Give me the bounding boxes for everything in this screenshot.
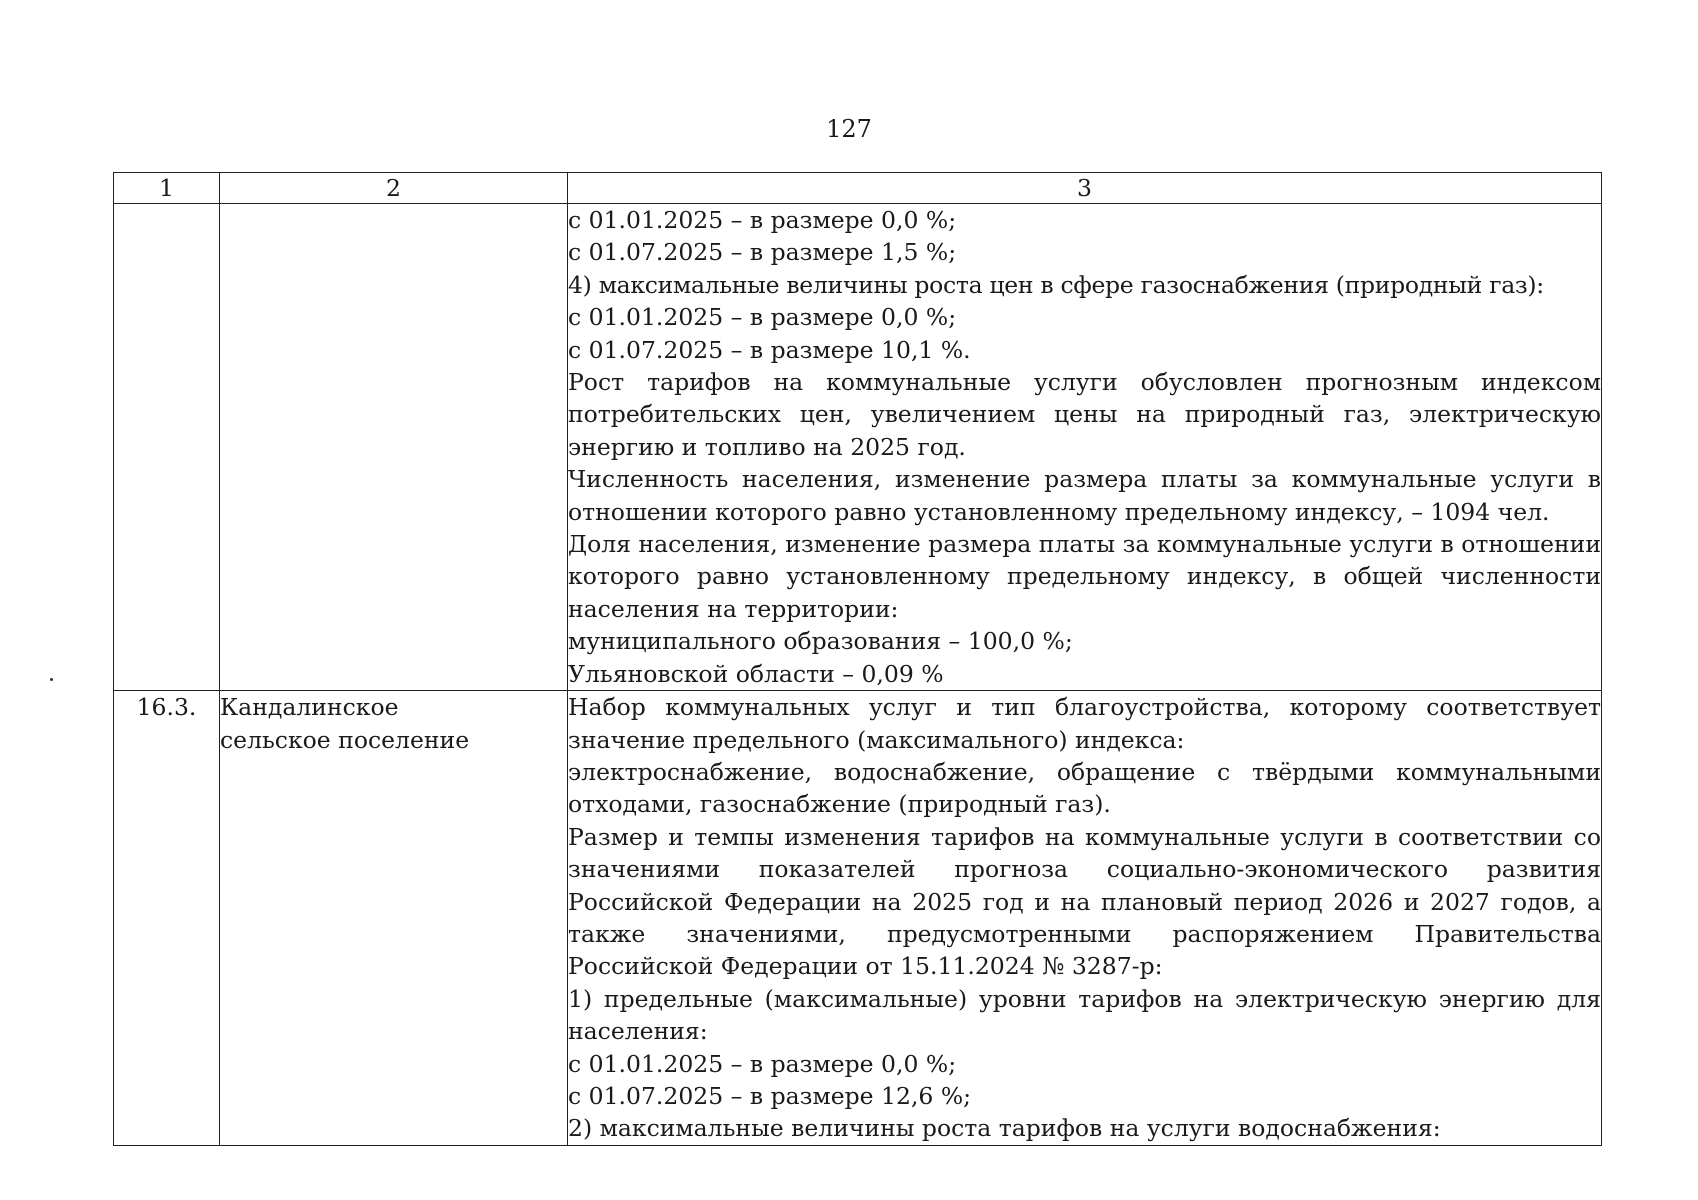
paragraph: Численность населения, изменение размера платы за коммунальные услуги в отношении которого равно установленному предельному индексу, – 1094 чел. [568, 465, 1601, 526]
header-col-1: 1 [114, 173, 220, 204]
header-col-2: 2 [220, 173, 568, 204]
tariff-table [113, 172, 1602, 1146]
header-row [114, 173, 1602, 204]
text-line: с 01.01.2025 – в размере 0,0 %; [568, 303, 957, 332]
table-row-continuation [114, 204, 1602, 691]
municipality-cell [220, 691, 568, 1146]
text-line: с 01.07.2025 – в размере 12,6 %; [568, 1081, 972, 1110]
municipality-name-line: сельское поселение [220, 725, 470, 754]
text-line: с 01.07.2025 – в размере 1,5 %; [568, 238, 957, 267]
text-line: с 01.01.2025 – в размере 0,0 %; [568, 206, 957, 234]
paragraph: Размер и темпы изменения тарифов на коммунальные услуги в соответствии со значениями показателей прогноза социально-экономического развития Российской Федерации на 2025 год и на плановый период 2026 и 2027 годов, а также значениями, предусмотренными распоряжением Правительства Российской Федерации от 15.11.2024 № 3287-р: [568, 822, 1601, 981]
paragraph: Набор коммунальных услуг и тип благоустройства, которому соответствует значение предельного (максимального) индекса: [568, 693, 1601, 754]
description-cell [568, 204, 1602, 691]
text-line: Ульяновской области – 0,09 % [568, 659, 944, 688]
text-line: 2) максимальные величины роста тарифов на услуги водоснабжения: [568, 1114, 1441, 1143]
text-line: с 01.01.2025 – в размере 0,0 %; [568, 1049, 957, 1078]
text-line: муниципального образования – 100,0 %; [568, 627, 1073, 656]
paragraph: 1) предельные (максимальные) уровни тарифов на электрическую энергию для населения: [568, 984, 1601, 1046]
paragraph: электроснабжение, водоснабжение, обращение с твёрдыми коммунальными отходами, газоснабжение (природный газ). [568, 757, 1601, 819]
paragraph: Доля населения, изменение размера платы за коммунальные услуги в отношении которого равно установленному предельному индексу, в общей численности населения на территории: [568, 530, 1601, 623]
text-line: с 01.07.2025 – в размере 10,1 %. [568, 335, 971, 364]
municipality-cell [220, 204, 568, 691]
municipality-name-line: Кандалинское [220, 693, 399, 722]
table-row-16-3 [114, 691, 1602, 1146]
paragraph: Рост тарифов на коммунальные услуги обусловлен прогнозным индексом потребительских цен, увеличением цены на природный газ, электрическую энергию и топливо на 2025 год. [568, 368, 1601, 461]
row-number-cell [114, 204, 220, 691]
stray-mark [50, 678, 53, 681]
header-col-3: 3 [568, 173, 1602, 204]
row-number-cell: 16.3. [114, 691, 220, 1146]
page-number: 127 [826, 115, 872, 143]
description-cell [568, 691, 1602, 1146]
text-line: 4) максимальные величины роста цен в сфере газоснабжения (природный газ): [568, 270, 1544, 299]
